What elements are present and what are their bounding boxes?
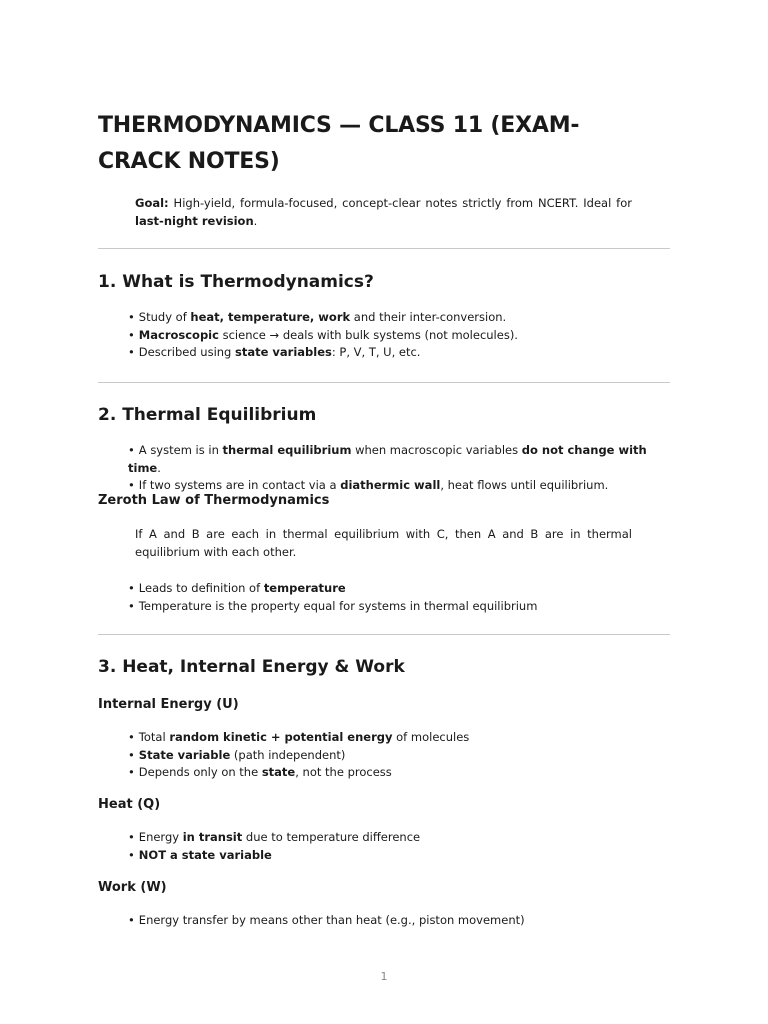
page-title: THERMODYNAMICS — CLASS 11 (EXAM-CRACK NOTES): [98, 113, 580, 174]
list-item: • NOT a state variable: [128, 847, 420, 865]
divider: [98, 634, 670, 635]
goal-text: High-yield, formula-focused, concept-clear notes strictly from NCERT. Ideal for: [168, 196, 632, 210]
section-heading-1: 1. What is Thermodynamics?: [98, 272, 374, 292]
goal-bold-end: last-night revision: [135, 214, 254, 228]
zeroth-law-heading: Zeroth Law of Thermodynamics: [98, 493, 330, 508]
list-item: • Depends only on the state, not the process: [128, 764, 469, 782]
divider: [98, 382, 670, 383]
list-item: • Macroscopic science → deals with bulk systems (not molecules).: [128, 327, 518, 345]
section-heading-3: 3. Heat, Internal Energy & Work: [98, 657, 405, 677]
list-item: • A system is in thermal equilibrium when macroscopic variables do not change with time.: [128, 442, 670, 477]
list-item: • State variable (path independent): [128, 747, 469, 765]
zeroth-law-statement: If A and B are each in thermal equilibrium with C, then A and B are in thermal equilibrium with each other.: [135, 527, 632, 559]
heat-heading: Heat (Q): [98, 797, 161, 812]
list-item: • Described using state variables: P, V, T, U, etc.: [128, 344, 518, 362]
list-item: • Temperature is the property equal for systems in thermal equilibrium: [128, 598, 537, 616]
list-item: • Energy in transit due to temperature difference: [128, 829, 420, 847]
list-item: • Leads to definition of temperature: [128, 580, 537, 598]
zeroth-law-list: [128, 580, 537, 615]
divider: [98, 248, 670, 249]
section-1-list: [128, 309, 518, 362]
internal-energy-list: [128, 729, 469, 782]
list-item: • If two systems are in contact via a diathermic wall, heat flows until equilibrium.: [128, 477, 670, 495]
section-2-list: [128, 442, 670, 495]
internal-energy-heading: Internal Energy (U): [98, 697, 239, 712]
work-list: [128, 912, 525, 930]
list-item: • Total random kinetic + potential energy of molecules: [128, 729, 469, 747]
goal-paragraph: Goal: High-yield, formula-focused, concept-clear notes strictly from NCERT. Ideal for last-night revision.: [135, 196, 632, 228]
page-number: 1: [380, 970, 388, 983]
list-item: • Energy transfer by means other than heat (e.g., piston movement): [128, 912, 525, 930]
list-item: • Study of heat, temperature, work and their inter-conversion.: [128, 309, 518, 327]
section-heading-2: 2. Thermal Equilibrium: [98, 405, 317, 425]
goal-label: Goal:: [135, 196, 169, 210]
work-heading: Work (W): [98, 880, 167, 895]
heat-list: [128, 829, 420, 864]
